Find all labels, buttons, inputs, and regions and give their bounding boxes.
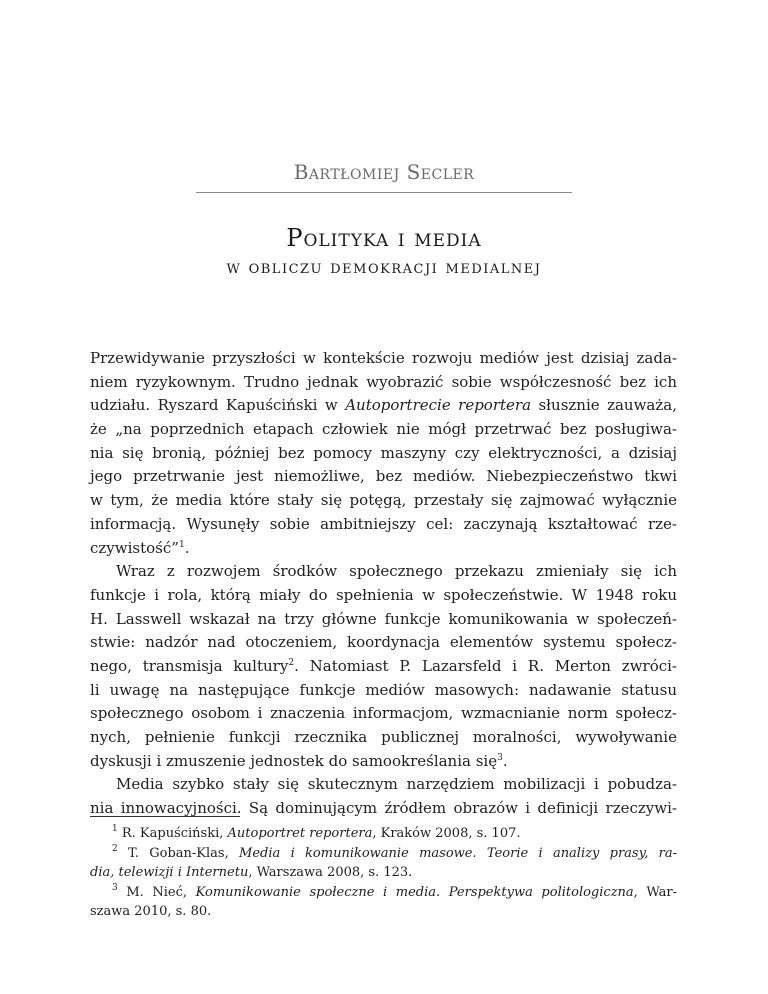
body-text: H. Lasswell wskazał na trzy główne funkcje komunikowania w społeczeń-: [90, 609, 677, 628]
footnote-marker: 1: [178, 539, 185, 550]
body-line: [90, 394, 677, 418]
body-line: [90, 679, 677, 703]
body-text: nego, transmisja kultury: [90, 656, 289, 675]
author-name: Bartłomiej Secler: [293, 160, 475, 184]
footnote-text: , Warszawa 2008, s. 123.: [248, 865, 413, 880]
footnote-marker: 3: [497, 752, 503, 763]
body-text: w tym, że media które stały się potęgą, przestały się zajmować wyłącznie: [90, 491, 677, 510]
body-line: [90, 418, 677, 442]
body-line: [90, 631, 677, 655]
footnote-line: [90, 824, 677, 844]
body-text: nia się bronią, później bez pomocy maszyny czy elektryczności, a dzisiaj: [90, 443, 677, 462]
body-line: [90, 537, 677, 561]
footnote-line: [90, 844, 677, 864]
footnote-line: [90, 883, 677, 903]
body-text: udziału. Ryszard Kapuściński w: [90, 396, 346, 415]
body-line: [90, 773, 677, 797]
body-line: [90, 584, 677, 608]
body-text: [90, 347, 677, 821]
body-line: [90, 347, 677, 371]
body-text: Wraz z rozwojem środków społecznego przekazu zmieniały się ich: [116, 562, 677, 581]
body-text: czywistość”: [90, 538, 179, 557]
body-line: [90, 560, 677, 584]
footnotes: [90, 824, 677, 922]
body-text: .: [502, 751, 508, 770]
footnote-text: , Kraków 2008, s. 107.: [372, 826, 521, 841]
body-text: .: [184, 538, 190, 557]
footnote-italic-title: Autoportret reportera: [227, 826, 373, 841]
body-line: [90, 513, 677, 537]
footnote-text: M. Nieć,: [117, 884, 196, 900]
body-text: nia innowacyjności. Są dominującym źródłem obrazów i definicji rzeczywi-: [90, 799, 677, 818]
body-text: społecznego osobom i znaczenia informacjom, wzmacnianie norm społecz-: [90, 704, 677, 723]
body-line: [90, 465, 677, 489]
body-line: [90, 489, 677, 513]
footnote-italic-title: Media i komunikowanie masowe. Teorie i analizy prasy, ra-: [239, 845, 678, 861]
author-divider: [196, 192, 572, 193]
body-italic-title: Autoportrecie reportera: [345, 396, 532, 415]
footnote-text: , War-: [633, 884, 677, 900]
body-line: [90, 442, 677, 466]
body-line: [90, 371, 677, 395]
footnote-italic-title: dia, telewizji i Internetu: [90, 865, 249, 880]
body-text: funkcje i rola, którą miały do spełnienia w społeczeństwie. W 1948 roku: [90, 585, 677, 604]
body-text: informacją. Wysunęły sobie ambitniejszy cel: zaczynają kształtować rze-: [90, 514, 677, 533]
footnote-italic-title: Komunikowanie społeczne i media. Perspektywa politologiczna: [195, 884, 634, 900]
chapter-subtitle: w obliczu demokracji medialnej: [226, 257, 542, 278]
footnote-marker: 1: [112, 824, 118, 834]
footnote-line: [90, 863, 677, 883]
body-text: że „na poprzednich etapach człowiek nie mógł przetrwać bez posługiwa-: [90, 420, 677, 439]
body-line: [90, 655, 677, 679]
body-text: li uwagę na następujące funkcje mediów masowych: nadawanie statusu: [90, 680, 677, 699]
body-text: jego przetrwanie jest niemożliwe, bez mediów. Niebezpieczeństwo tkwi: [90, 467, 677, 486]
body-text: nych, pełnienie funkcji rzecznika publicznej moralności, wywoływanie: [90, 728, 677, 746]
footnote-marker: 2: [288, 657, 295, 668]
footnote-divider: [90, 816, 240, 817]
body-line: [90, 608, 677, 632]
chapter-title: Polityka i media: [286, 224, 482, 252]
footnote-text: R. Kapuściński,: [117, 826, 228, 841]
footnote-line: [90, 902, 677, 922]
footnote-text: T. Goban-Klas,: [117, 845, 240, 861]
body-line: [90, 726, 677, 750]
body-line: [90, 797, 677, 821]
body-line: [90, 702, 677, 726]
footnote-marker: 3: [112, 882, 118, 893]
body-line: [90, 750, 677, 774]
body-text: niem ryzykownym. Trudno jednak wyobrazić sobie współczesność bez ich: [90, 372, 677, 391]
body-text: . Natomiast P. Lazarsfeld i R. Merton zwróci-: [294, 656, 677, 675]
footnote-marker: 2: [112, 843, 118, 854]
body-text: słusznie zauważa,: [531, 396, 677, 415]
body-text: Przewidywanie przyszłości w kontekście rozwoju mediów jest dzisiaj zada-: [90, 349, 677, 367]
body-text: stwie: nadzór nad otoczeniem, koordynacja elementów systemu społecz-: [90, 633, 677, 652]
footnote-text: szawa 2010, s. 80.: [90, 904, 212, 919]
body-text: Media szybko stały się skutecznym narzędziem mobilizacji i pobudza-: [116, 775, 677, 794]
body-text: dyskusji i zmuszenie jednostek do samookreślania się: [90, 751, 498, 770]
